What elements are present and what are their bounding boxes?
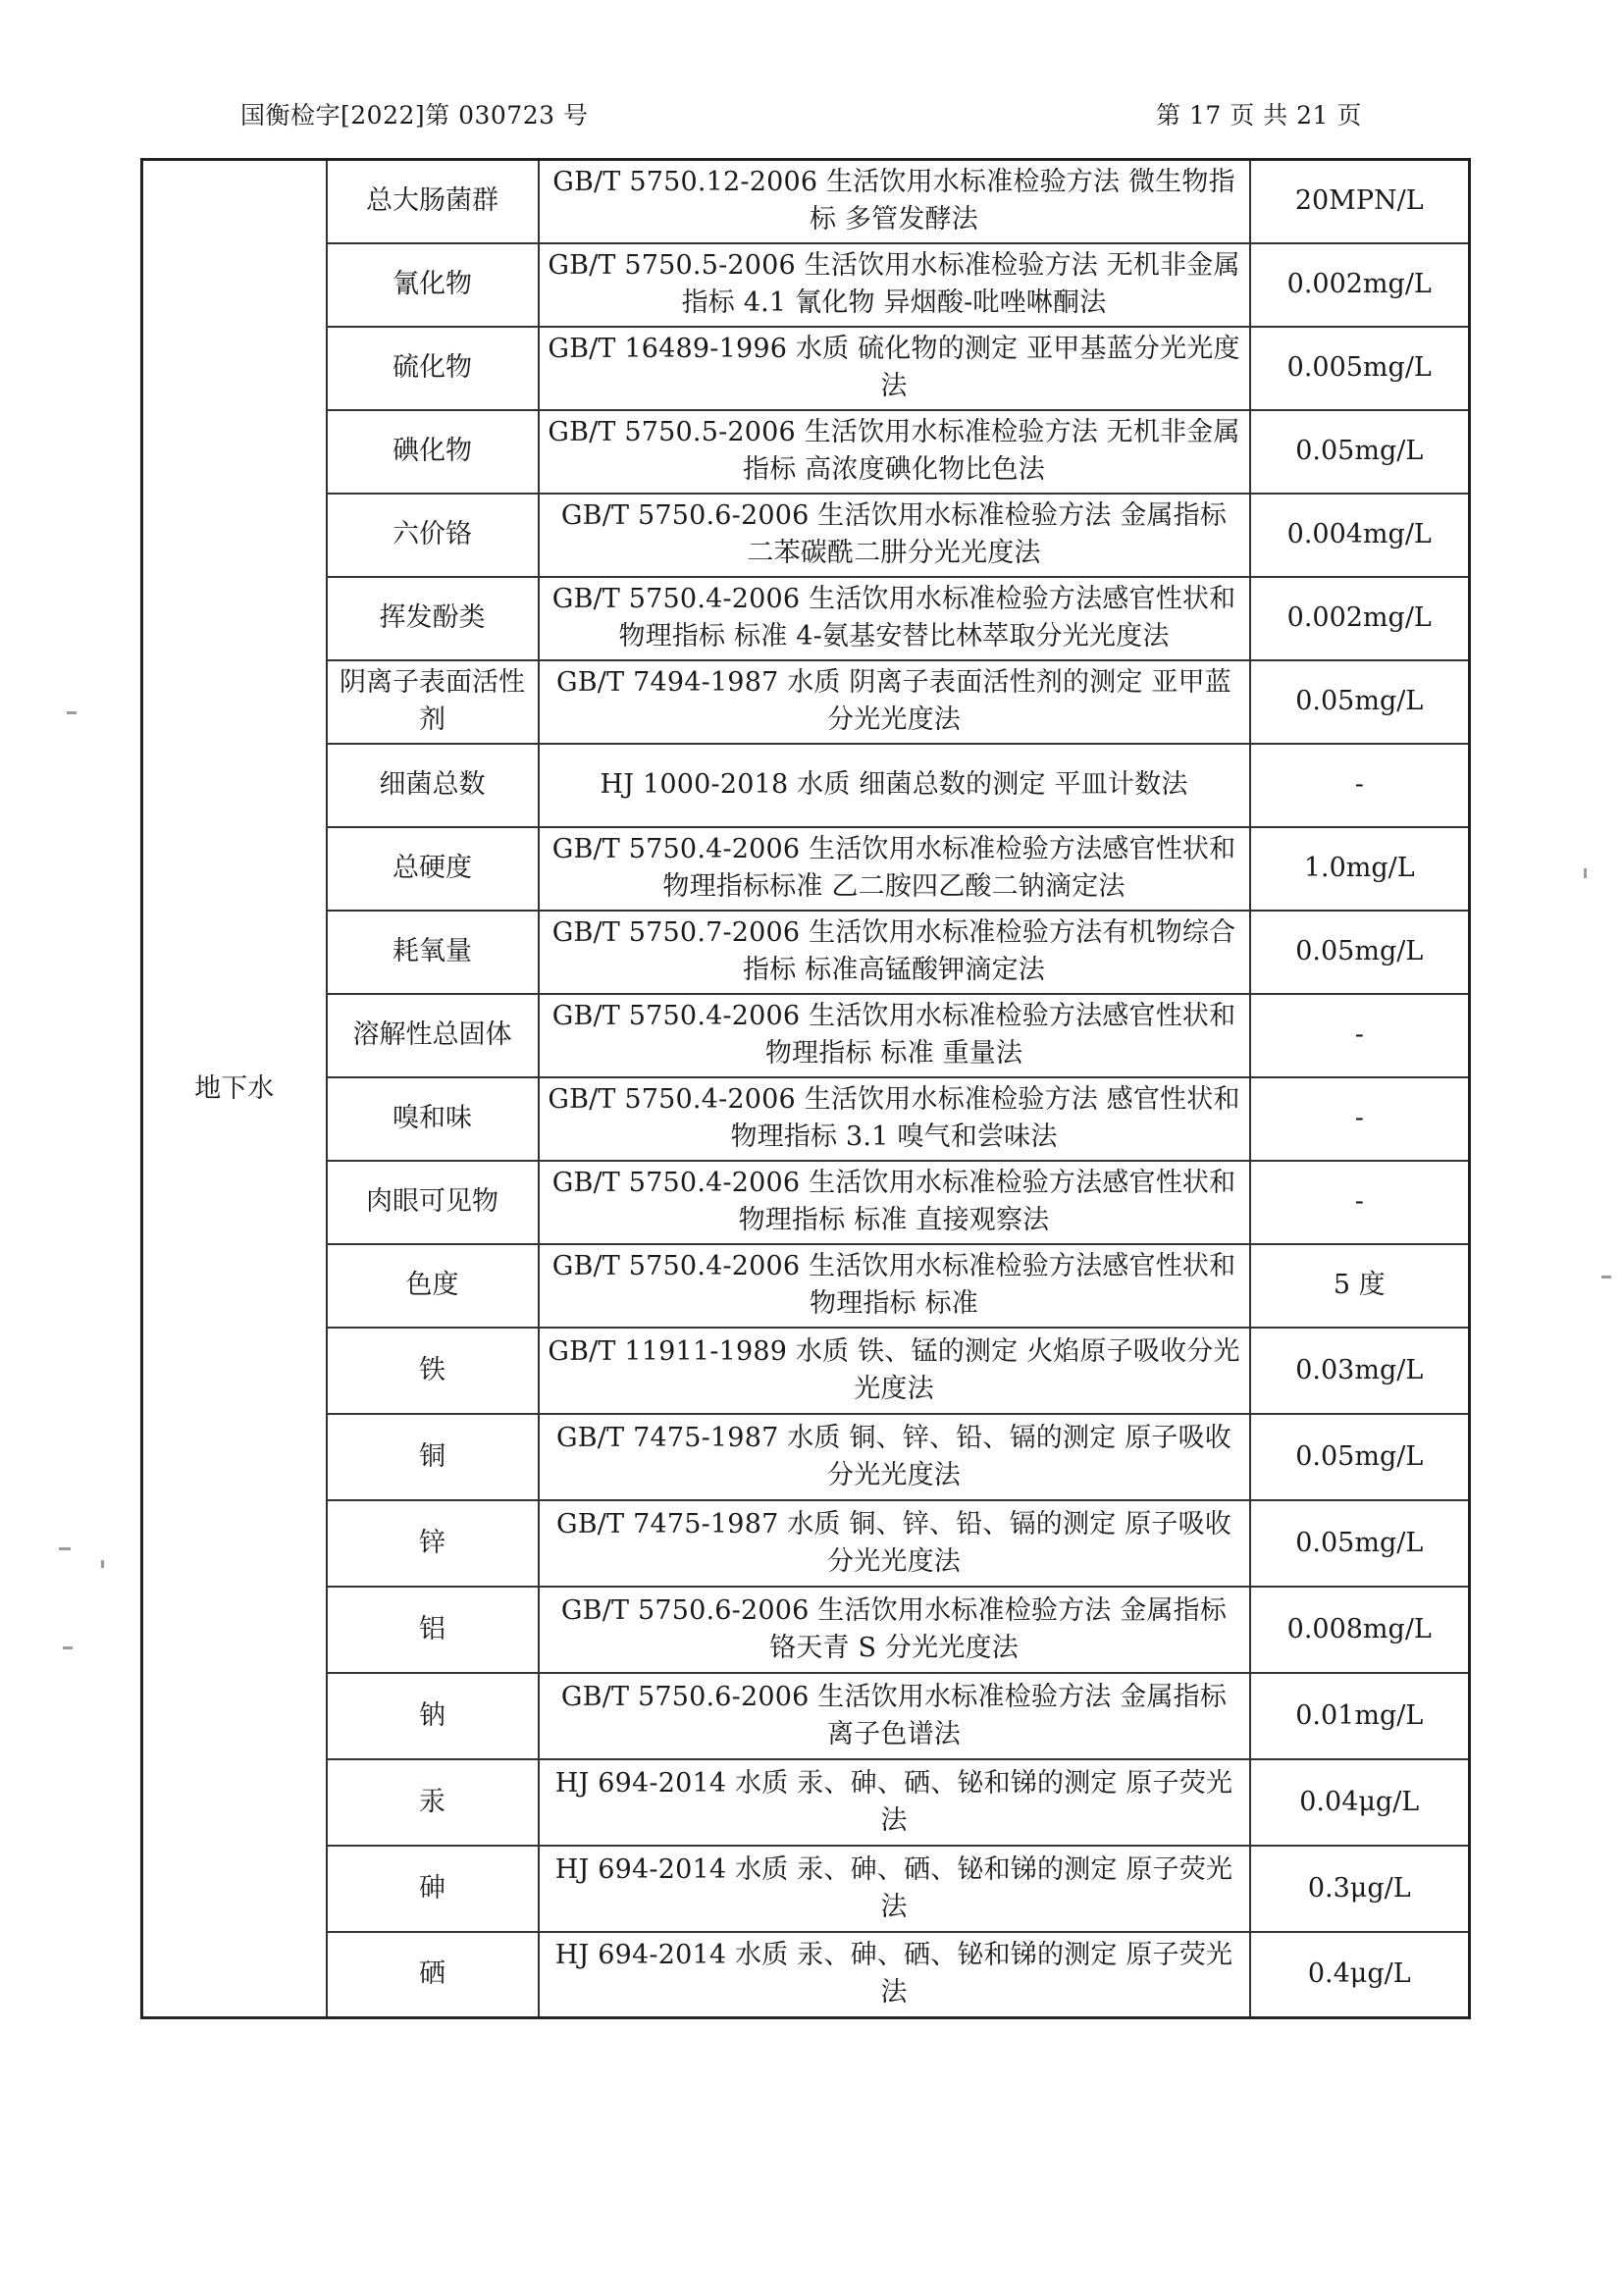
method-cell: GB/T 7494-1987 水质 阴离子表面活性剂的测定 亚甲蓝分光光度法 bbox=[539, 660, 1250, 744]
table-row bbox=[142, 744, 1470, 827]
detection-limit-cell: 0.002mg/L bbox=[1250, 577, 1470, 660]
method-cell: GB/T 11911-1989 水质 铁、锰的测定 火焰原子吸收分光光度法 bbox=[539, 1328, 1250, 1414]
table-row bbox=[142, 1414, 1470, 1500]
scan-speck bbox=[1584, 868, 1587, 878]
method-cell: GB/T 5750.4-2006 生活饮用水标准检验方法感官性状和物理指标 标准 4-氨基安替比林萃取分光光度法 bbox=[539, 577, 1250, 660]
table-row bbox=[142, 1500, 1470, 1587]
table-row bbox=[142, 1587, 1470, 1673]
scan-speck bbox=[101, 1560, 104, 1568]
detection-limit-cell: 0.004mg/L bbox=[1250, 494, 1470, 577]
table-row bbox=[142, 243, 1470, 327]
item-cell: 总硬度 bbox=[327, 827, 539, 911]
scan-speck bbox=[1601, 1276, 1611, 1278]
item-cell: 汞 bbox=[327, 1759, 539, 1846]
method-cell: HJ 694-2014 水质 汞、砷、硒、铋和锑的测定 原子荧光法 bbox=[539, 1846, 1250, 1932]
table-row bbox=[142, 1759, 1470, 1846]
table-row bbox=[142, 911, 1470, 994]
detection-limit-cell: 0.3μg/L bbox=[1250, 1846, 1470, 1932]
method-cell: GB/T 5750.5-2006 生活饮用水标准检验方法 无机非金属指标 高浓度碘化物比色法 bbox=[539, 410, 1250, 494]
item-cell: 铁 bbox=[327, 1328, 539, 1414]
method-cell: GB/T 5750.5-2006 生活饮用水标准检验方法 无机非金属指标 4.1 氰化物 异烟酸-吡唑啉酮法 bbox=[539, 243, 1250, 327]
item-cell: 铝 bbox=[327, 1587, 539, 1673]
table-body bbox=[142, 160, 1470, 2018]
item-cell: 六价铬 bbox=[327, 494, 539, 577]
test-method-table bbox=[140, 158, 1471, 2019]
scan-speck bbox=[67, 711, 77, 714]
item-cell: 色度 bbox=[327, 1244, 539, 1328]
detection-limit-cell: 0.005mg/L bbox=[1250, 327, 1470, 410]
item-cell: 挥发酚类 bbox=[327, 577, 539, 660]
table-row bbox=[142, 577, 1470, 660]
detection-limit-cell: 5 度 bbox=[1250, 1244, 1470, 1328]
detection-limit-cell: 0.05mg/L bbox=[1250, 1500, 1470, 1587]
page-indicator: 第 17 页 共 21 页 bbox=[1156, 101, 1362, 130]
table-row bbox=[142, 327, 1470, 410]
detection-limit-cell: 0.05mg/L bbox=[1250, 1414, 1470, 1500]
table-row bbox=[142, 1673, 1470, 1759]
detection-limit-cell: 0.05mg/L bbox=[1250, 410, 1470, 494]
method-cell: GB/T 5750.6-2006 生活饮用水标准检验方法 金属指标 铬天青 S 分光光度法 bbox=[539, 1587, 1250, 1673]
table-row bbox=[142, 1161, 1470, 1244]
table-row bbox=[142, 1244, 1470, 1328]
table-row bbox=[142, 1846, 1470, 1932]
method-cell: GB/T 7475-1987 水质 铜、锌、铅、镉的测定 原子吸收分光光度法 bbox=[539, 1414, 1250, 1500]
detection-limit-cell: - bbox=[1250, 1161, 1470, 1244]
item-cell: 阴离子表面活性剂 bbox=[327, 660, 539, 744]
item-cell: 碘化物 bbox=[327, 410, 539, 494]
detection-limit-cell: 0.008mg/L bbox=[1250, 1587, 1470, 1673]
item-cell: 硒 bbox=[327, 1932, 539, 2018]
method-cell: HJ 694-2014 水质 汞、砷、硒、铋和锑的测定 原子荧光法 bbox=[539, 1759, 1250, 1846]
item-cell: 锌 bbox=[327, 1500, 539, 1587]
method-cell: GB/T 5750.4-2006 生活饮用水标准检验方法 感官性状和物理指标 3.1 嗅气和尝味法 bbox=[539, 1077, 1250, 1161]
method-cell: GB/T 5750.12-2006 生活饮用水标准检验方法 微生物指标 多管发酵法 bbox=[539, 160, 1250, 243]
item-cell: 铜 bbox=[327, 1414, 539, 1500]
method-cell: GB/T 5750.6-2006 生活饮用水标准检验方法 金属指标 二苯碳酰二肼分光光度法 bbox=[539, 494, 1250, 577]
item-cell: 钠 bbox=[327, 1673, 539, 1759]
method-cell: GB/T 7475-1987 水质 铜、锌、铅、镉的测定 原子吸收分光光度法 bbox=[539, 1500, 1250, 1587]
method-cell: GB/T 5750.4-2006 生活饮用水标准检验方法感官性状和物理指标 标准 直接观察法 bbox=[539, 1161, 1250, 1244]
table-row bbox=[142, 827, 1470, 911]
detection-limit-cell: 0.04μg/L bbox=[1250, 1759, 1470, 1846]
table-row bbox=[142, 410, 1470, 494]
method-cell: HJ 694-2014 水质 汞、砷、硒、铋和锑的测定 原子荧光法 bbox=[539, 1932, 1250, 2018]
scan-speck bbox=[63, 1646, 73, 1649]
detection-limit-cell: 0.05mg/L bbox=[1250, 911, 1470, 994]
item-cell: 肉眼可见物 bbox=[327, 1161, 539, 1244]
detection-limit-cell: 0.05mg/L bbox=[1250, 660, 1470, 744]
item-cell: 总大肠菌群 bbox=[327, 160, 539, 243]
table-row bbox=[142, 1932, 1470, 2018]
table-row bbox=[142, 1328, 1470, 1414]
method-cell: GB/T 5750.4-2006 生活饮用水标准检验方法感官性状和物理指标 标准 重量法 bbox=[539, 994, 1250, 1077]
table-row bbox=[142, 994, 1470, 1077]
category-cell: 地下水 bbox=[142, 160, 327, 2018]
item-cell: 氰化物 bbox=[327, 243, 539, 327]
detection-limit-cell: 1.0mg/L bbox=[1250, 827, 1470, 911]
scan-speck bbox=[59, 1547, 71, 1550]
table-row bbox=[142, 494, 1470, 577]
item-cell: 细菌总数 bbox=[327, 744, 539, 827]
detection-limit-cell: 0.4μg/L bbox=[1250, 1932, 1470, 2018]
method-cell: GB/T 5750.7-2006 生活饮用水标准检验方法有机物综合指标 标准高锰酸钾滴定法 bbox=[539, 911, 1250, 994]
detection-limit-cell: 0.01mg/L bbox=[1250, 1673, 1470, 1759]
method-cell: GB/T 16489-1996 水质 硫化物的测定 亚甲基蓝分光光度法 bbox=[539, 327, 1250, 410]
detection-limit-cell: - bbox=[1250, 1077, 1470, 1161]
item-cell: 砷 bbox=[327, 1846, 539, 1932]
detection-limit-cell: - bbox=[1250, 744, 1470, 827]
method-cell: GB/T 5750.4-2006 生活饮用水标准检验方法感官性状和物理指标标准 乙二胺四乙酸二钠滴定法 bbox=[539, 827, 1250, 911]
detection-limit-cell: 0.002mg/L bbox=[1250, 243, 1470, 327]
table-row bbox=[142, 1077, 1470, 1161]
method-cell: GB/T 5750.6-2006 生活饮用水标准检验方法 金属指标 离子色谱法 bbox=[539, 1673, 1250, 1759]
method-cell: GB/T 5750.4-2006 生活饮用水标准检验方法感官性状和物理指标 标准 bbox=[539, 1244, 1250, 1328]
detection-limit-cell: - bbox=[1250, 994, 1470, 1077]
item-cell: 硫化物 bbox=[327, 327, 539, 410]
item-cell: 耗氧量 bbox=[327, 911, 539, 994]
method-cell: HJ 1000-2018 水质 细菌总数的测定 平皿计数法 bbox=[539, 744, 1250, 827]
table-row bbox=[142, 660, 1470, 744]
report-number: 国衡检字[2022]第 030723 号 bbox=[240, 101, 589, 130]
item-cell: 溶解性总固体 bbox=[327, 994, 539, 1077]
item-cell: 嗅和味 bbox=[327, 1077, 539, 1161]
table-row bbox=[142, 160, 1470, 243]
detection-limit-cell: 20MPN/L bbox=[1250, 160, 1470, 243]
detection-limit-cell: 0.03mg/L bbox=[1250, 1328, 1470, 1414]
